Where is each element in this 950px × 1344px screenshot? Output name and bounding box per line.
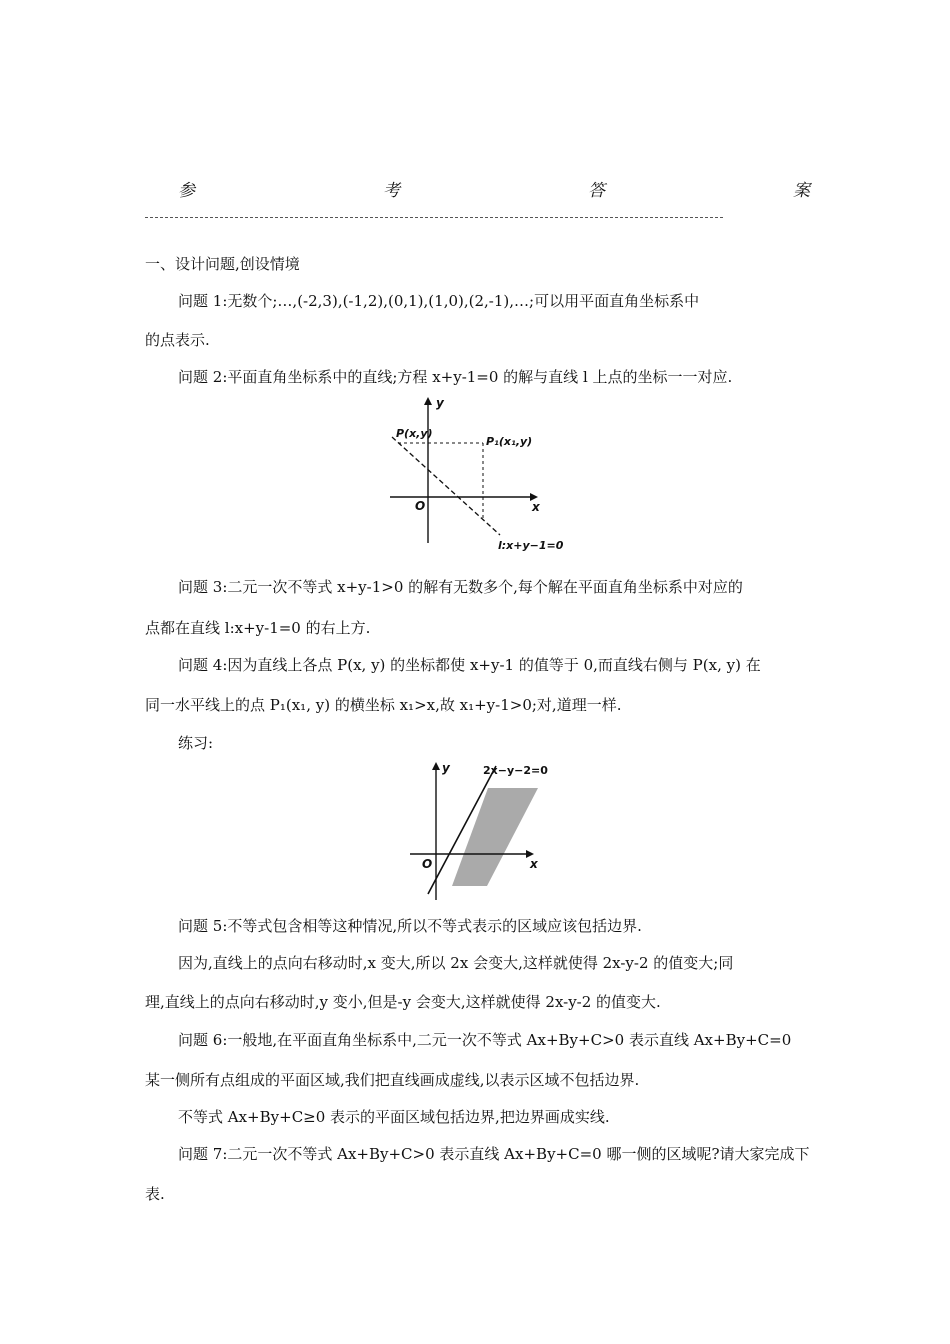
question-label: 问题 6 [178,1031,223,1049]
question-3-line-2: 点都在直线 l:x+y-1=0 的右上方. [145,619,371,637]
origin-label: O [422,857,433,871]
title-char: 答 [588,181,605,201]
question-label: 问题 1 [178,292,223,310]
section-heading: 一、设计问题,创设情境 [145,255,300,273]
x-axis-label: x [530,857,538,871]
question-7-line-1: 问题 7:二元一次不等式 Ax+By+C>0 表示直线 Ax+By+C=0 哪一侧的区域呢?请大家完成下 [178,1145,810,1163]
line-l [392,437,500,535]
question-label: 问题 4 [178,656,223,674]
title-char: 考 [383,181,400,201]
figure-line-diagram [388,393,568,553]
question-2: 问题 2:平面直角坐标系中的直线;方程 x+y-1=0 的解与直线 l 上点的坐标一一对应. [178,368,733,386]
origin-label: O [415,499,426,513]
page-title [178,176,810,201]
y-axis-label: y [436,396,444,410]
y-axis-arrow-icon [424,397,432,405]
title-divider [145,217,723,218]
question-label: 问题 5 [178,917,223,935]
title-char: 案 [793,181,810,201]
question-label: 问题 3 [178,578,223,596]
shaded-region [452,788,538,886]
y-axis-label: y [442,761,450,775]
boundary-line-label: 2x−y−2=0 [483,764,548,777]
figure-region-diagram [408,758,558,906]
title-char: 参 [178,181,195,201]
question-7-line-2: 表. [145,1185,165,1203]
question-6-line-1: 问题 6:一般地,在平面直角坐标系中,二元一次不等式 Ax+By+C>0 表示直线 Ax+By+C=0 [178,1031,792,1049]
question-4-line-1: 问题 4:因为直线上各点 P(x, y) 的坐标都使 x+y-1 的值等于 0,而直线右侧与 P(x, y) 在 [178,656,761,674]
practice-heading: 练习: [178,734,214,752]
question-5: 问题 5:不等式包含相等这种情况,所以不等式表示的区域应该包括边界. [178,917,642,935]
question-5-explain-line-2: 理,直线上的点向右移动时,y 变小,但是-y 会变大,这样就使得 2x-y-2 的值变大. [145,993,661,1011]
question-6-line-2: 某一侧所有点组成的平面区域,我们把直线画成虚线,以表示区域不包括边界. [145,1071,640,1089]
question-4-line-2: 同一水平线上的点 P₁(x₁, y) 的横坐标 x₁>x,故 x₁+y-1>0;对,道理一样. [145,696,622,714]
question-3-line-1: 问题 3:二元一次不等式 x+y-1>0 的解有无数多个,每个解在平面直角坐标系中对应的 [178,578,743,596]
question-1-line-1: 问题 1:无数个;…,(-2,3),(-1,2),(0,1),(1,0),(2,-1),…;可以用平面直角坐标系中 [178,292,700,310]
question-6-note: 不等式 Ax+By+C≥0 表示的平面区域包括边界,把边界画成实线. [178,1108,610,1126]
y-axis-arrow-icon [432,762,440,770]
point-p1-label: P₁(x₁,y) [486,435,533,448]
question-label: 问题 2 [178,368,223,386]
question-1-line-2: 的点表示. [145,331,210,349]
x-axis-label: x [532,500,540,514]
point-p-label: P(x,y) [396,427,433,440]
question-5-explain-line-1: 因为,直线上的点向右移动时,x 变大,所以 2x 会变大,这样就使得 2x-y-2 的值变大;同 [178,954,734,972]
line-l-label: l:x+y−1=0 [498,539,564,552]
question-label: 问题 7 [178,1145,223,1163]
